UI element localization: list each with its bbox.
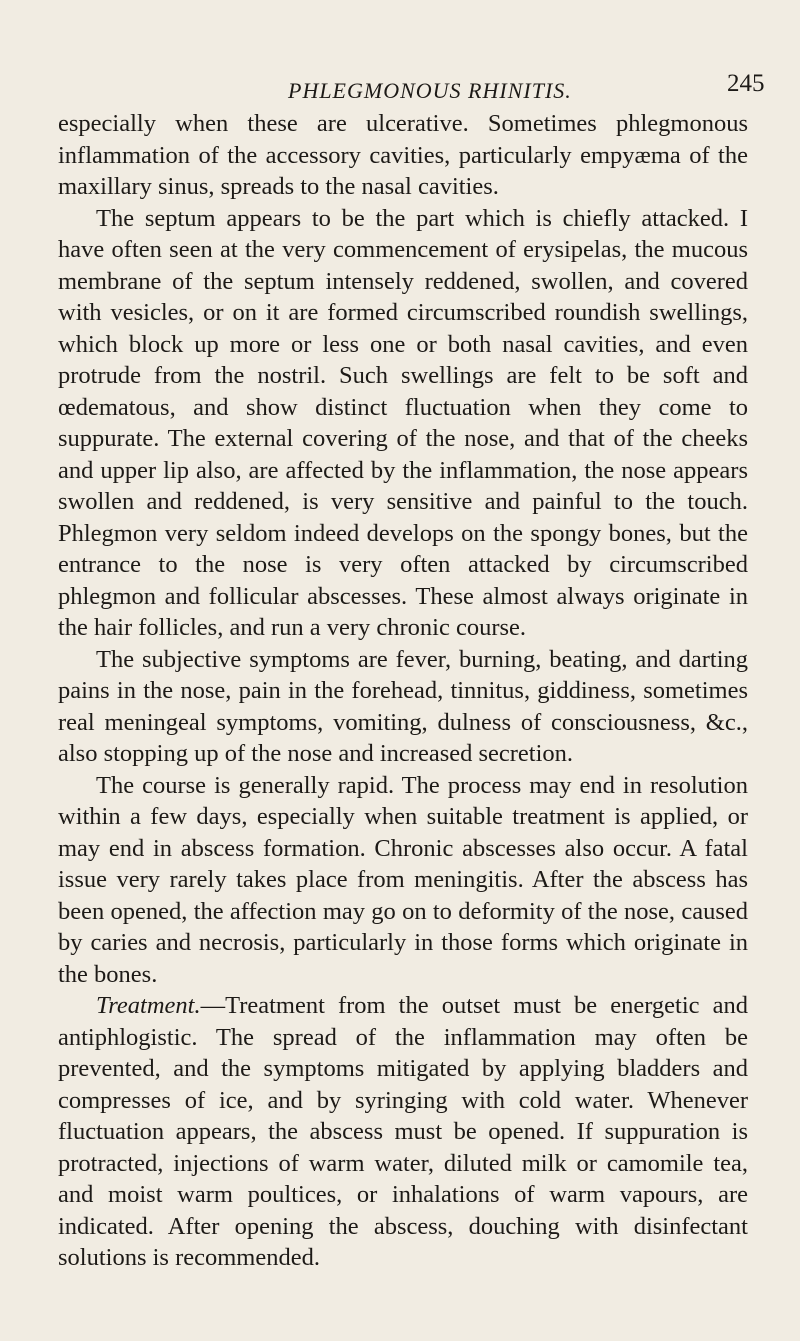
treatment-text: —Treatment from the outset must be energetic and antiphlogistic. The spread of the inflammation may often be prevented, and the symptoms mitigated by applying bladders and compresses of ice, and by syringing with cold water. Whenever fluctuation appears, the abscess must be opened. If suppuration is protracted, injections of warm water, diluted milk or camomile tea, and moist warm poultices, or inhalations of warm vapours, are indicated. After opening the abscess, douching with disinfectant solutions is recommended. — [58, 992, 748, 1271]
body-text — [58, 108, 748, 1274]
paragraph-symptoms: The subjective symptoms are fever, burning, beating, and darting pains in the nose, pain in the forehead, tinnitus, giddiness, sometimes real meningeal symptoms, vomiting, dulness of consciousness, &c., also stopping up of the nose and increased secretion. — [58, 645, 748, 767]
paragraph-septum: The septum appears to be the part which is chiefly attacked. I have often seen at the very commencement of erysipelas, the mucous membrane of the septum intensely reddened, swollen, and covered with vesicles, or on it are formed circumscribed roundish swellings, which block up more or less one or both nasal cavities, and even protrude from the nostril. Such swellings are felt to be soft and œdematous, and show distinct fluctuation when they come to suppurate. The external covering of the nose, and that of the cheeks and upper lip also, are affected by the inflammation, the nose appears swollen and reddened, is very sensitive and painful to the touch. Phlegmon very seldom indeed develops on the spongy bones, but the entrance to the nose is very often attacked by circumscribed phlegmon and follicular abscesses. These almost always originate in the hair follicles, and run a very chronic course. — [58, 204, 748, 641]
paragraph-treatment — [58, 990, 748, 1274]
treatment-heading: Treatment. — [96, 992, 201, 1019]
page-number: 245 — [727, 70, 765, 97]
paragraph-continuation: especially when these are ulcerative. Sometimes phlegmonous inflammation of the accessory cavities, particularly empyæma of the maxillary sinus, spreads to the nasal cavities. — [58, 110, 748, 200]
running-title: PHLEGMONOUS RHINITIS. — [288, 78, 572, 103]
paragraph-course: The course is generally rapid. The process may end in resolution within a few days, especially when suitable treatment is applied, or may end in abscess formation. Chronic abscesses also occur. A fatal issue very rarely takes place from meningitis. After the abscess has been opened, the affection may go on to deformity of the nose, caused by caries and necrosis, particularly in those forms which originate in the bones. — [58, 771, 748, 988]
